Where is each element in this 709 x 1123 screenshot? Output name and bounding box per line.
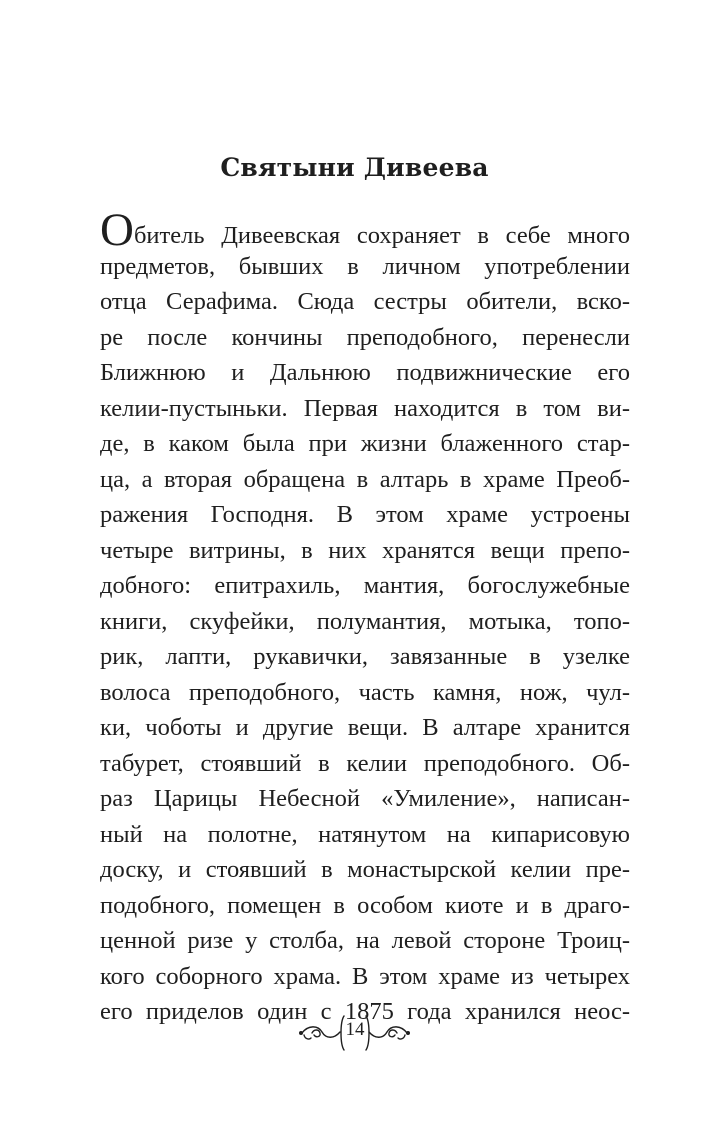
- text-line: раз Царицы Небесной «Умиление», написан-: [100, 785, 630, 812]
- page-title: Святыни Дивеева: [220, 153, 489, 182]
- text-line: волоса преподобного, часть камня, нож, чул-: [100, 678, 630, 706]
- text-line-content: битель Дивеевская сохраняет в себе много: [133, 222, 630, 249]
- text-line: ный на полотне, натянутом на кипарисовую: [100, 820, 630, 848]
- text-line: ценной ризе у столба, на левой стороне Троиц-: [100, 927, 630, 954]
- text-line: кого соборного храма. В этом храме из четырех: [100, 962, 630, 990]
- body-paragraph: [100, 213, 630, 1030]
- text-line: предметов, бывших в личном употреблении: [100, 252, 630, 280]
- text-line: ражения Господня. В этом храме устроены: [100, 501, 630, 528]
- text-line: отца Серафима. Сюда сестры обители, вско-: [100, 288, 630, 315]
- page-footer: [0, 1008, 709, 1058]
- text-line: [100, 213, 630, 249]
- text-line: добного: епитрахиль, мантия, богослужебные: [100, 572, 630, 599]
- text-line: табурет, стоявший в келии преподобного. Об-: [100, 749, 630, 777]
- page-number: 14: [345, 1019, 365, 1040]
- text-line: Ближнюю и Дальнюю подвижнические его: [100, 359, 630, 386]
- text-line: его приделов один с 1875 года хранился неос-: [100, 998, 630, 1025]
- text-line: подобного, помещен в особом киоте и в драго-: [100, 891, 630, 919]
- drop-cap: О: [100, 213, 134, 249]
- text-line: ре после кончины преподобного, перенесли: [100, 323, 630, 351]
- text-line: четыре витрины, в них хранятся вещи препо-: [100, 536, 630, 564]
- text-line: книги, скуфейки, полумантия, мотыка, топо-: [100, 607, 630, 635]
- text-line: ца, а вторая обращена в алтарь в храме Преоб-: [100, 465, 630, 493]
- text-line: доску, и стоявший в монастырской келии пре-: [100, 856, 630, 883]
- text-line: де, в каком была при жизни блаженного стар-: [100, 430, 630, 457]
- text-line: рик, лапти, рукавички, завязанные в узелке: [100, 643, 630, 670]
- text-line: ки, чоботы и другие вещи. В алтаре хранится: [100, 714, 630, 741]
- text-line: келии-пустыньки. Первая находится в том ви-: [100, 394, 630, 422]
